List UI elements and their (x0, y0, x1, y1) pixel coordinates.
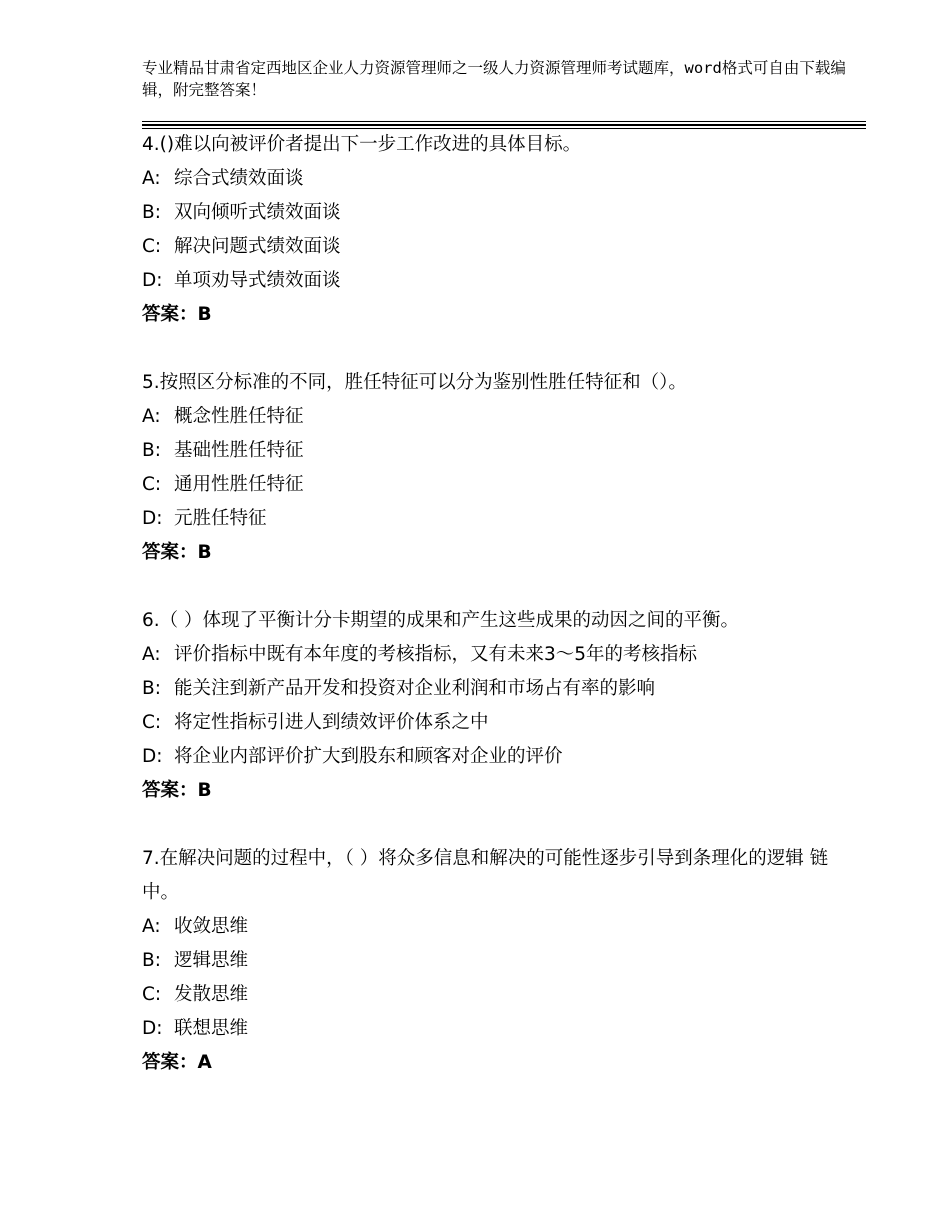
option-letter: D: (142, 1018, 163, 1039)
question-list (142, 128, 842, 1080)
option-d (142, 264, 842, 298)
option-letter: C: (142, 712, 162, 733)
option-text: 将企业内部评价扩大到股东和顾客对企业的评价 (174, 746, 563, 767)
option-b (142, 672, 842, 706)
question-5 (142, 366, 842, 570)
option-text: 综合式绩效面谈 (174, 168, 304, 189)
option-text: 将定性指标引进人到绩效评价体系之中 (174, 712, 489, 733)
option-text: 元胜任特征 (174, 508, 267, 529)
option-letter: B: (142, 678, 161, 699)
option-c (142, 230, 842, 264)
question-stem: 5.按照区分标准的不同，胜任特征可以分为鉴别性胜任特征和（）。 (142, 372, 687, 393)
option-text: 收敛思维 (174, 916, 249, 937)
option-text: 单项劝导式绩效面谈 (174, 270, 341, 291)
document-header (142, 57, 862, 101)
option-a (142, 638, 842, 672)
option-text: 基础性胜任特征 (174, 440, 304, 461)
question-6 (142, 604, 842, 808)
option-text: 发散思维 (174, 984, 249, 1005)
answer-label: 答案：A (142, 1052, 212, 1073)
question-7 (142, 842, 842, 1080)
question-stem: 7.在解决问题的过程中，（ ）将众多信息和解决的可能性逐步引导到条理化的逻辑 链中。 (142, 848, 829, 903)
option-letter: B: (142, 202, 161, 223)
option-text: 通用性胜任特征 (174, 474, 304, 495)
option-text: 概念性胜任特征 (174, 406, 304, 427)
question-stem: 6.（ ）体现了平衡计分卡期望的成果和产生这些成果的动因之间的平衡。 (142, 610, 740, 631)
option-text: 评价指标中既有本年度的考核指标，又有未来3～5年的考核指标 (174, 644, 698, 665)
option-letter: B: (142, 950, 161, 971)
option-c (142, 978, 842, 1012)
option-c (142, 468, 842, 502)
option-letter: B: (142, 440, 161, 461)
option-letter: A: (142, 406, 161, 427)
option-letter: D: (142, 270, 163, 291)
answer-label: 答案：B (142, 304, 212, 325)
option-text: 能关注到新产品开发和投资对企业利润和市场占有率的影响 (174, 678, 656, 699)
spacer (142, 570, 842, 604)
option-a (142, 910, 842, 944)
answer-label: 答案：B (142, 542, 212, 563)
option-text: 逻辑思维 (174, 950, 249, 971)
option-d (142, 1012, 842, 1046)
option-letter: A: (142, 168, 161, 189)
option-letter: C: (142, 474, 162, 495)
option-b (142, 196, 842, 230)
header-rule (142, 121, 866, 122)
header-rule (142, 124, 866, 126)
option-letter: C: (142, 984, 162, 1005)
option-d (142, 502, 842, 536)
option-d (142, 740, 842, 774)
answer-label: 答案：B (142, 780, 212, 801)
option-c (142, 706, 842, 740)
option-letter: D: (142, 508, 163, 529)
spacer (142, 332, 842, 366)
option-a (142, 400, 842, 434)
option-text: 联想思维 (174, 1018, 249, 1039)
question-4 (142, 128, 842, 332)
option-letter: D: (142, 746, 163, 767)
option-a (142, 162, 842, 196)
option-text: 双向倾听式绩效面谈 (174, 202, 341, 223)
option-text: 解决问题式绩效面谈 (174, 236, 341, 257)
option-letter: C: (142, 236, 162, 257)
question-stem: 4.()难以向被评价者提出下一步工作改进的具体目标。 (142, 134, 582, 155)
option-letter: A: (142, 916, 161, 937)
option-b (142, 944, 842, 978)
option-letter: A: (142, 644, 161, 665)
option-b (142, 434, 842, 468)
header-title: 专业精品甘肃省定西地区企业人力资源管理师之一级人力资源管理师考试题库，word格式可自由下载编辑，附完整答案！ (142, 59, 846, 99)
spacer (142, 808, 842, 842)
